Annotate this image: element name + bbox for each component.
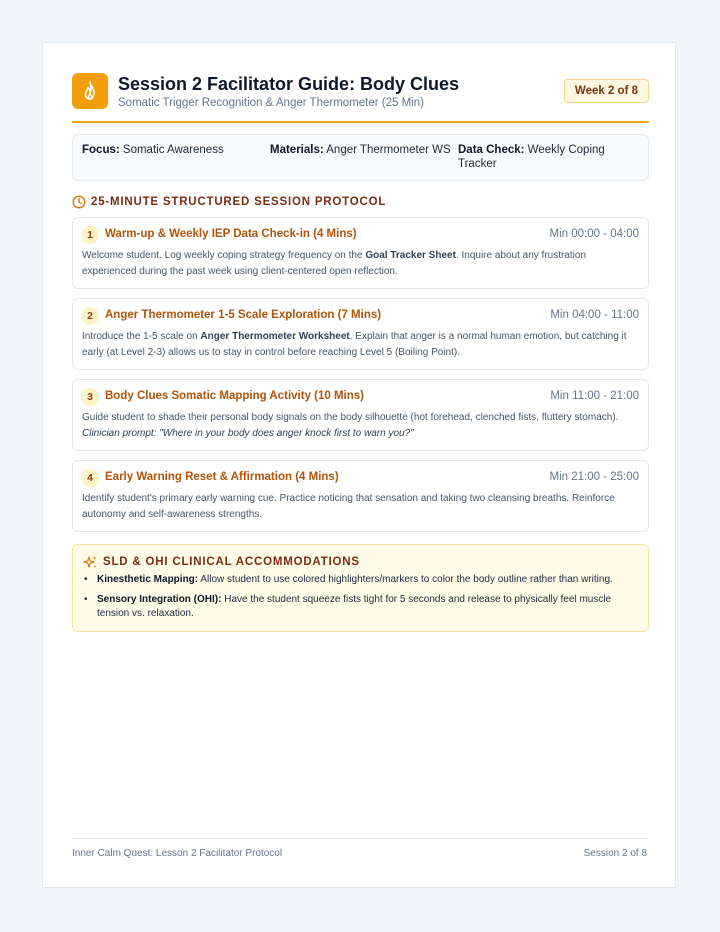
focus-value: Somatic Awareness [122, 144, 224, 156]
focus-label: Focus: [82, 144, 120, 156]
step-desc-bold: Anger Thermometer Worksheet [200, 331, 350, 342]
accommodation-text: Have the student squeeze fists tight for 5 seconds and release to physically feel muscle tension vs. relaxation. [97, 594, 612, 619]
document-page [42, 42, 676, 888]
step-desc-text: . Inquire about any frustration experienced during the past week using client-centered open reflection. [82, 250, 586, 277]
accommodations-heading [83, 554, 360, 570]
accommodations-box [72, 544, 649, 632]
materials-info [270, 143, 453, 157]
list-item: • Kinesthetic Mapping: Allow student to use colored highlighters/markers to color the body outline rather than writing. [84, 574, 613, 585]
step-desc-text: Identify student's primary early warning cue. Practice noticing that sensation and taking two cleansing breaths. Reinforce autonomy and self-awareness strengths. [82, 493, 615, 520]
step-title: Body Clues Somatic Mapping Activity (10 Mins) [105, 390, 365, 402]
data-check-label: Data Check: [458, 144, 525, 156]
step-description [82, 248, 638, 280]
step-desc-text: Welcome student. Log weekly coping strategy frequency on the [82, 250, 366, 261]
header [72, 73, 649, 123]
step-description [82, 329, 638, 361]
data-check-value: Weekly Coping Tracker [458, 144, 605, 170]
header-divider [72, 121, 649, 123]
focus-info [82, 143, 262, 157]
step-desc-text: Guide student to shade their personal body signals on the body silhouette (hot forehead, clenched fists, fluttery stomach). [82, 412, 619, 423]
step-number: 2 [81, 307, 99, 325]
page-subtitle: Somatic Trigger Recognition & Anger Thermometer (25 Min) [118, 97, 424, 109]
clock-icon [72, 195, 86, 209]
clinician-prompt: Clinician prompt: "Where in your body does anger knock first to warn you?" [82, 428, 414, 439]
step-desc-bold: Goal Tracker Sheet [365, 250, 456, 261]
protocol-heading [72, 194, 386, 210]
step-number: 1 [81, 226, 99, 244]
step-card [72, 217, 649, 289]
step-card [72, 379, 649, 451]
step-description [82, 410, 638, 442]
footer-session-count: Session 2 of 8 [583, 848, 647, 859]
accommodation-text: Allow student to use colored highlighters/markers to color the body outline rather than writing. [200, 574, 613, 585]
step-card [72, 460, 649, 532]
footer-title: Inner Calm Quest: Lesson 2 Facilitator Protocol [72, 848, 283, 859]
step-number: 4 [81, 469, 99, 487]
step-time: Min 21:00 - 25:00 [549, 471, 639, 483]
step-desc-text: Introduce the 1-5 scale on [82, 331, 201, 342]
accommodations-heading-text: SLD & OHI CLINICAL ACCOMMODATIONS [103, 556, 360, 568]
footer-divider [72, 838, 649, 839]
data-check-info [458, 143, 618, 171]
step-title: Warm-up & Weekly IEP Data Check-in (4 Mins) [105, 228, 357, 240]
accommodation-label: Sensory Integration (OHI): [97, 594, 222, 605]
step-card [72, 298, 649, 370]
materials-value: Anger Thermometer WS [326, 144, 451, 156]
session-info-box [72, 134, 649, 181]
week-badge: Week 2 of 8 [564, 79, 649, 103]
step-title: Anger Thermometer 1-5 Scale Exploration (7 Mins) [105, 309, 382, 321]
step-time: Min 00:00 - 04:00 [549, 228, 639, 240]
protocol-heading-text: 25-MINUTE STRUCTURED SESSION PROTOCOL [91, 196, 387, 208]
sparkles-icon [83, 555, 98, 570]
step-title: Early Warning Reset & Affirmation (4 Mins) [105, 471, 339, 483]
step-description [82, 491, 638, 523]
accommodations-list [83, 573, 638, 627]
page-title: Session 2 Facilitator Guide: Body Clues [118, 74, 460, 94]
flame-icon [72, 73, 108, 109]
step-time: Min 11:00 - 21:00 [550, 390, 639, 402]
accommodation-label: Kinesthetic Mapping: [97, 574, 199, 585]
step-time: Min 04:00 - 11:00 [550, 309, 639, 321]
list-item: • Sensory Integration (OHI): Have the student squeeze fists tight for 5 seconds and release to physically feel muscle tension vs. relaxation. [84, 594, 612, 619]
step-number: 3 [81, 388, 99, 406]
materials-label: Materials: [270, 144, 324, 156]
step-desc-text: . Explain that anger is a normal human emotion, but catching it early (at Level 2-3) allows us to stay in control before reaching Level 5 (Boiling Point). [82, 331, 627, 358]
